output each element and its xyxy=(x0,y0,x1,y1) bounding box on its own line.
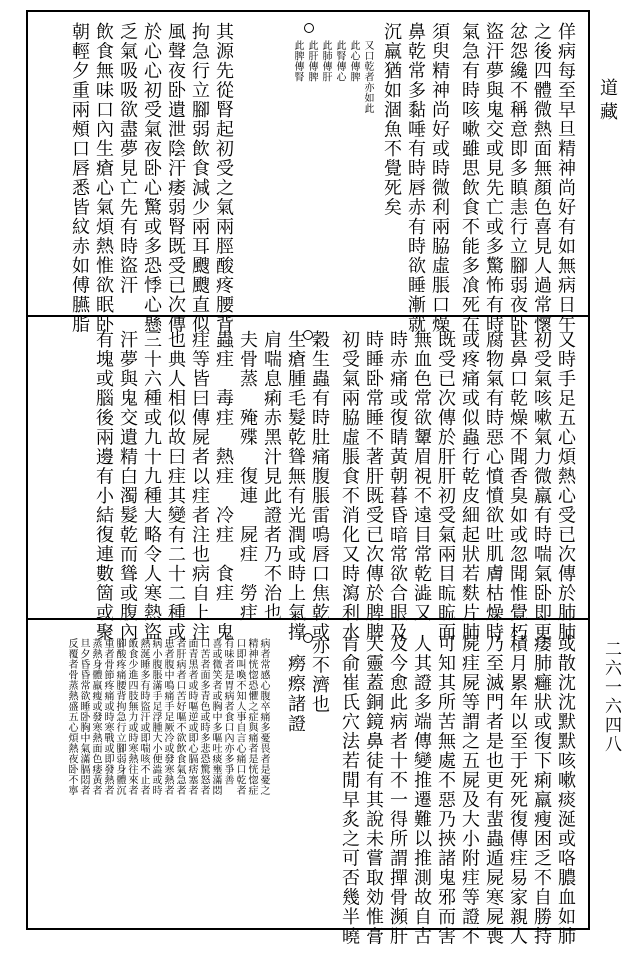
text-column: 於心心初受氣夜卧心驚或多恐悸心懸 xyxy=(141,22,162,334)
text-column: 屍疰屍等謂之五屍及大小附疰等證不 xyxy=(459,634,480,946)
text-column: 無血色常欲顰眉視不遠目常乾澁又 xyxy=(411,330,432,623)
text-column: 其源先從腎起初受之氣兩脛酸疼腰背 xyxy=(213,22,234,334)
text-column: 蟲疰 毒疰 熱疰 冷疰 食疰 鬼 xyxy=(213,330,234,642)
text-column: 佯病每至早旦精神尚好有如無病日午 xyxy=(555,22,576,334)
text-column: 腐物氣有時惡心憤憤欲吐肌膚枯燥時 xyxy=(483,330,504,642)
text-column: 朝輕夕重兩頰口唇悉皆紋赤如傅臙脂 xyxy=(69,22,90,334)
text-column: 之後四體微熱面無顏色喜見人過常懷 xyxy=(531,22,552,334)
text-column: 或疼痛或似蟲行乾皮細起狀若麩片肺 xyxy=(459,330,480,642)
text-column: 或散沈沈默默咳嗽痰涎或咯膿血如肺 xyxy=(555,634,576,946)
annotation-column: 又口乾者亦如此 xyxy=(362,40,373,114)
note-column: 重者骨節疼痛或時寒戰或即發熱者 xyxy=(102,638,113,796)
text-column: 又時手足五心煩熱心受已次傳於肺肺 xyxy=(555,330,576,642)
note-column: 病小腹脹滿手足浮腫大小便澁或時 xyxy=(150,638,161,796)
text-column: 天靈蓋銅鏡鼻徒有其說未嘗取効惟膏 xyxy=(363,634,384,946)
text-column: 痿肺癰狀或復下痢羸瘦困乏不自勝持 xyxy=(531,634,552,946)
note-column: 口即叫喚不知人事自言心痛口乾者 xyxy=(234,638,245,796)
text-column: 氣急有時咳嗽雖思飲食不能多飡死在 xyxy=(459,22,480,334)
section-heading: 癆瘵諸證 xyxy=(285,654,306,734)
note-column: 飯食少進四肢無力或時寒熱往來者 xyxy=(126,638,137,796)
annotation-column: 此脾傳腎 xyxy=(292,40,303,82)
note-column: 喜或微笑者或胸中多嘔吐痰壅滿悶 xyxy=(210,638,221,796)
annotation-column: 此心傳脾 xyxy=(348,40,359,82)
text-column: 汗夢與鬼交遺精白濁髮乾而聳或腹內 xyxy=(117,330,138,642)
note-column: 精神恍惚恐懼之症與痛者是恍惚症 xyxy=(246,638,257,796)
text-column: 有塊或腦後兩邊有小結復連數箇或聚 xyxy=(93,330,114,642)
collection-title: 道藏 xyxy=(597,78,618,126)
note-column: 面青黑者或時嘔逆或即心膈痞塞者 xyxy=(186,638,197,796)
text-column: 初受氣兩脇虛脹食不消化又時瀉利水 xyxy=(339,330,360,642)
text-column: 盜汗夢與鬼交或見先亡或多驚怖有時 xyxy=(483,22,504,334)
note-column: 病者常感心腹卒痛多憂畏者是憂之 xyxy=(258,638,269,796)
note-column: 熱涎睡多有時盜汗或即喘咳不止者 xyxy=(138,638,149,796)
text-column: 疰等皆曰傳屍者以疰者注也病自上注 xyxy=(189,330,210,642)
text-column: 甚鼻口乾燥不聞香臭如或忽聞惟覺朽 xyxy=(507,330,528,642)
text-column: 乃至滅門者是也更有蜚蟲遁屍寒屍喪 xyxy=(483,634,504,946)
text-column: 人其證多端傳變推遷難以推測故自古 xyxy=(411,634,432,946)
text-column: 既受已次傳於肝肝初受氣兩目䀮䀮面 xyxy=(435,330,456,642)
text-column: 風聲夜卧遺泄陰汗痿弱腎既受已次傳 xyxy=(165,22,186,334)
text-column: 肩喘息痢赤黑汁見此證者乃不治也 xyxy=(261,330,282,623)
text-column: 鼻乾常多黏唾有時唇赤有時欲睡漸就 xyxy=(405,22,426,334)
text-column: 拘急行立腳弱飲食減少兩耳颼颼直似 xyxy=(189,22,210,334)
middle-band xyxy=(30,330,586,642)
annotation-column: 此肝傳脾 xyxy=(306,40,317,82)
note-column: 腳酸疼痛腰背拘急行立腳弱身體沉 xyxy=(114,638,125,796)
text-column: 亦不濟也 xyxy=(309,636,330,714)
note-column: 蒸熱身體羸瘦或發寒熱面色痿黃者 xyxy=(90,638,101,796)
text-column: 可知其所苦無處不惡乃挾諸鬼邪而害 xyxy=(435,634,456,946)
annotation-column: 此肺傳肝 xyxy=(320,40,331,82)
page-number: 二六一六四八 xyxy=(601,640,621,754)
top-band xyxy=(30,22,586,334)
bottom-band xyxy=(30,634,586,946)
note-column: 口苦者面多青色或時多悲恐驚怒者 xyxy=(198,638,209,796)
text-column: 須臾精神尚好或時微利兩脇虛脹口燥 xyxy=(429,22,450,334)
text-column: 三十六種或九十九種大略令人寒熱盜 xyxy=(141,330,162,642)
text-column: 穀生蟲有時肚痛腹脹雷鳴唇口焦乾或 xyxy=(309,330,330,642)
text-column: 及今愈此病者十不一得所謂撣骨瀕肝 xyxy=(387,634,408,946)
note-column: 反覆者骨蒸熱盛五心煩熱夜卧不寧 xyxy=(66,638,77,796)
text-column: 飲食無味口內生瘡心氣煩熱惟欲眠卧 xyxy=(93,22,114,334)
note-column: 患者腹中鳴痛手足厥冷或發寒熱者 xyxy=(162,638,173,796)
note-column: 者肝病者口苦好嘔不欲飲食氣急者 xyxy=(174,638,185,796)
text-column: 乏氣吸吸欲盡夢見亡先有時盜汗 xyxy=(117,22,138,295)
text-column: 夫骨蒸 殗殜 復連 屍疰 勞疰 xyxy=(237,330,258,623)
text-column: 肓俞崔氏穴法若閒早炙之可否幾半曉 xyxy=(339,634,360,946)
text-column: 也典人相似故曰疰其變有二十二種或 xyxy=(165,330,186,642)
text-column: 時睡卧常睡不著肝既受已次傳於脾脾 xyxy=(363,330,384,642)
text-column: 積月累年以至于死死復傳疰易家親人 xyxy=(507,634,528,946)
text-column: 忿怨纔不稱意即多瞋恚行立腳弱夜卧 xyxy=(507,22,528,334)
text-column: 沉羸猶如涸魚不覺死矣 xyxy=(381,22,402,217)
note-column: 旦夕昏昏常欲睡卧胸中氣滿膈悶者 xyxy=(78,638,89,796)
text-column: 時赤痛或復睛黃朝暮昏暗常欲合眼及 xyxy=(387,330,408,642)
text-column: 生瘡腫毛髮乾聳無有光潤或時上氣撑 xyxy=(285,330,306,642)
note-column: 有味者是胃病者食口內亦多爭善 xyxy=(222,638,233,785)
text-column: 初受氣咳嗽氣力微羸有時喘氣卧即更 xyxy=(531,330,552,642)
annotation-column: 此腎傳心 xyxy=(334,40,345,82)
